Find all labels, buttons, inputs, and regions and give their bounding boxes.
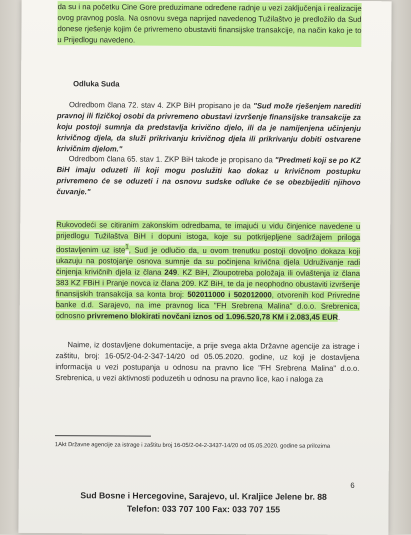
footnote: 1Akt Državne agencije za istrage i zaštitu broj 16-05/2-04-2-3437-14/20 od 05.05.2020. godine sa prilozima xyxy=(54,442,331,450)
article-72-text: Odredbom člana 72. stav 4. ZKP BiH propisano je da xyxy=(68,100,254,111)
paragraph-article-65 xyxy=(56,153,360,199)
article-72-quote: "Sud može rješenjem narediti pravnoj ili fizičkoj osobi da privremeno obustavi izvršenje finansijske transakcije za koju postoji sumnja da predstavlja krivično djelo, ili da je namijenjena učinjenju krivičnog djela, da služi prikrivanju krivičnog djela ili prikrivanju dobiti ostvarene krivičnim djelom." xyxy=(56,101,362,154)
decision-text-c: . KZ BiH, Zloupotreba položaja ili ovlaštenja iz člana 383 KZ FBiH i Pranje novca iz člana 209. KZ BiH, te da je neophodno obustaviti izvršenje finansijskih transakcija sa konta broj: xyxy=(55,267,360,299)
page-number: 6 xyxy=(350,480,355,490)
footer-contact: Telefon: 033 707 100 Fax: 033 707 155 xyxy=(126,503,281,515)
decision-text-b: , Sud je odlučio da, u ovom trenutku postoji dovoljno dokaza koji ukazuju na postojanje osnova sumnje da su počinjena krivična djela Udruživanje radi činjenja krivičnih djela iz člana xyxy=(55,245,361,277)
article-249: 249 xyxy=(164,267,178,277)
paragraph-article-72 xyxy=(57,99,361,156)
decision-text-d: , otvorenih kod Privredne banke d.d. Sarajevo, na ime pravnog lica "FH Srebrena Malina" d.o.o. Srebrenica, odnosno xyxy=(55,289,360,320)
decision-text-e: . xyxy=(338,312,341,322)
footnote-ref: 1 xyxy=(125,243,129,251)
decision-highlight-2: privremeno blokirati novčani iznos od 1.096.520,78 KM i 2.083,45 EUR xyxy=(86,310,339,322)
footer-address: Sud Bosne i Hercegovine, Sarajevo, ul. Kraljice Jelene br. 88 xyxy=(80,490,327,502)
article-65-quote: "Predmeti koji se po KZ BiH imaju oduzeti ili koji mogu poslužiti kao dokaz u krivičnom postupku privremeno će se oduzeti i na osnovu sudske odluke će se obezbijediti njihovo čuvanje." xyxy=(56,155,361,197)
documentation-text: Naime, iz dostavljene dokumentacije, a prije svega akta Državne agencije za istrage i zaštitu, broj: 16-05/2-04-2-347-14/20 od 05.05.2020. godine, uz koji je dostavljena informacija u vezi postupanja u odnosu na pravno lice "FH Srebrena Malina" d.o.o. Srebrenica, u vezi aktivnosti poduzetih u odnosu na pravno lice, kao i naloga za xyxy=(55,340,360,384)
paragraph-documentation xyxy=(55,339,359,385)
document-page xyxy=(18,0,391,535)
article-65-text: Odredbom člana 65. stav 1. ZKP BiH takođe je propisano da xyxy=(68,154,275,165)
decision-lead: Rukovodeći se xyxy=(56,220,111,230)
highlighted-intro-text: da su i na početku Cine Gore preduzimane određene radnje u vezi zaključenja i realizacije ovog pravnog posla. Na osnovu svega naprijed navedenog Tužilaštvo je predložilo da Sud donese rješenje kojim će privremeno obustaviti finansijske transakcije, na način kako je to u Prijedlogu navedeno. xyxy=(57,1,361,47)
decision-highlight-1: citiranim zakonskim odredbama, te imajući u vidu činjenice navedene u prijedlogu Tužilaštva BiH i dopuni istoga, koje su potkrijepljene sadržajem priloga dostavljenim uz iste xyxy=(56,220,361,255)
paragraph-decision xyxy=(56,219,361,322)
footnote-divider xyxy=(55,435,151,437)
section-title: Odluka Suda xyxy=(73,79,120,89)
page-footer xyxy=(58,489,348,517)
paragraph-intro xyxy=(57,1,361,47)
account-numbers: 502011000 i 502012000 xyxy=(187,289,272,299)
